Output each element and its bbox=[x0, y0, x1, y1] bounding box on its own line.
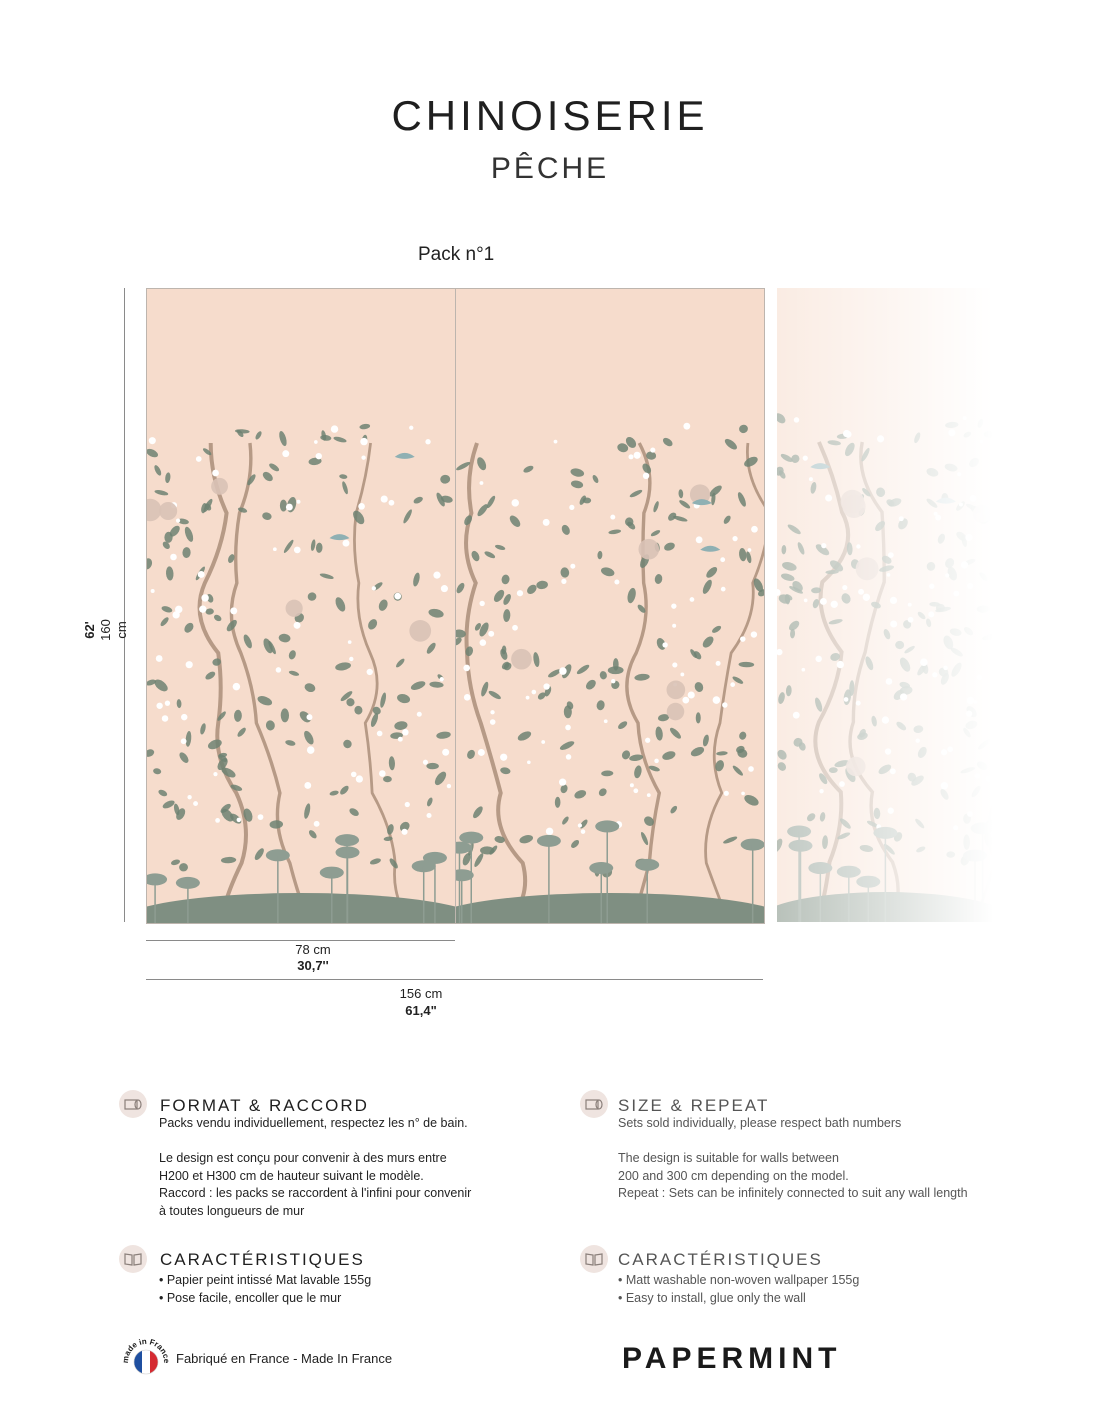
wallpaper-panel-1 bbox=[146, 288, 456, 924]
roll-icon bbox=[119, 1090, 147, 1118]
height-inches: 62' bbox=[82, 621, 97, 639]
text-line: Le design est conçu pour convenir à des murs entre bbox=[159, 1151, 447, 1165]
height-cm: 160 cm bbox=[98, 619, 129, 641]
specs-heading-en: CARACTÉRISTIQUES bbox=[618, 1250, 823, 1269]
book-icon bbox=[580, 1245, 608, 1273]
badge-text: made in France bbox=[120, 1336, 172, 1364]
panel-width-line bbox=[146, 940, 455, 941]
panel-width-inches: 30,7'' bbox=[297, 958, 329, 973]
specs-body-en bbox=[618, 1272, 1048, 1307]
roll-icon bbox=[580, 1090, 608, 1118]
made-in-france-text: Fabriqué en France - Made In France bbox=[176, 1351, 393, 1366]
text-line: • Papier peint intissé Mat lavable 155g bbox=[159, 1273, 372, 1287]
book-icon bbox=[119, 1245, 147, 1273]
wallpaper-panel-2 bbox=[455, 288, 765, 924]
pack-label: Pack n°1 bbox=[418, 244, 495, 265]
text-line: • Matt washable non-woven wallpaper 155g bbox=[618, 1273, 860, 1287]
panel-width-cm: 78 cm bbox=[295, 942, 331, 957]
text-line: H200 et H300 cm de hauteur suivant le modèle. bbox=[159, 1168, 424, 1183]
text-line: The design is suitable for walls between bbox=[618, 1151, 839, 1165]
height-dimension-label bbox=[82, 610, 142, 650]
total-width-inches: 61,4" bbox=[405, 1003, 437, 1018]
format-body-en bbox=[618, 1115, 1048, 1203]
height-dimension-line bbox=[124, 288, 125, 922]
wallpaper-panel-preview-faded bbox=[777, 288, 993, 922]
text-line: 200 and 300 cm depending on the model. bbox=[618, 1168, 849, 1183]
format-body-fr bbox=[159, 1115, 559, 1220]
format-heading-en: SIZE & REPEAT bbox=[618, 1096, 770, 1115]
total-width-line bbox=[146, 979, 763, 980]
total-width-cm: 156 cm bbox=[399, 986, 443, 1001]
page-title: CHINOISERIE bbox=[391, 92, 709, 139]
made-in-france-badge bbox=[120, 1334, 172, 1386]
text-line: • Pose facile, encoller que le mur bbox=[159, 1290, 342, 1305]
text-line: Repeat : Sets can be infinitely connected to suit any wall length bbox=[618, 1186, 968, 1200]
format-heading-fr: FORMAT & RACCORD bbox=[160, 1096, 369, 1115]
text-line: Packs vendu individuellement, respectez les n° de bain. bbox=[159, 1116, 468, 1130]
brand-logo: PAPERMINT bbox=[622, 1342, 842, 1375]
specs-body-fr bbox=[159, 1272, 559, 1307]
specs-heading-fr: CARACTÉRISTIQUES bbox=[160, 1250, 365, 1269]
text-line: à toutes longueurs de mur bbox=[159, 1203, 305, 1218]
text-line: Raccord : les packs se raccordent à l'infini pour convenir bbox=[159, 1186, 472, 1200]
text-line: Sets sold individually, please respect bath numbers bbox=[618, 1116, 902, 1130]
page-subtitle: PÊCHE bbox=[490, 152, 610, 185]
text-line: • Easy to install, glue only the wall bbox=[618, 1290, 806, 1305]
